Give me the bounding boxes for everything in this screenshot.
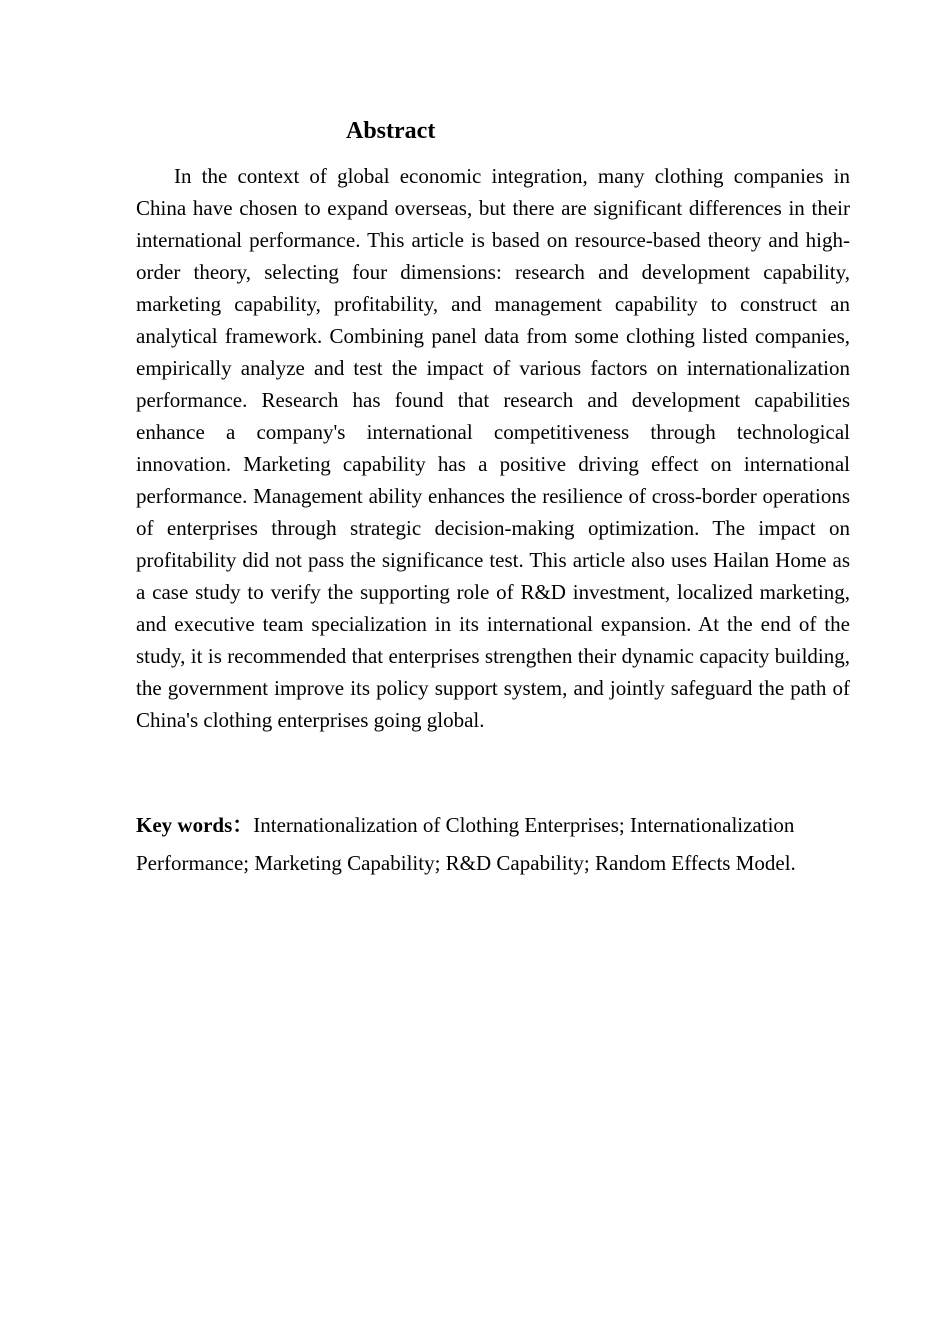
keywords-section (136, 806, 850, 882)
keywords-text: Internationalization of Clothing Enterprises; Internationalization Performance; Marketing Capability; R&D Capability; Random Effects Model. (136, 813, 796, 875)
abstract-paragraph: In the context of global economic integration, many clothing companies in China have chosen to expand overseas, but there are significant differences in their international performance. This article is based on resource-based theory and high-order theory, selecting four dimensions: research and development capability, marketing capability, profitability, and management capability to construct an analytical framework. Combining panel data from some clothing listed companies, empirically analyze and test the impact of various factors on internationalization performance. Research has found that research and development capabilities enhance a company's international competitiveness through technological innovation. Marketing capability has a positive driving effect on international performance. Management ability enhances the resilience of cross-border operations of enterprises through strategic decision-making optimization. The impact on profitability did not pass the significance test. This article also uses Hailan Home as a case study to verify the supporting role of R&D investment, localized marketing, and executive team specialization in its international expansion. At the end of the study, it is recommended that enterprises strengthen their dynamic capacity building, the government improve its policy support system, and jointly safeguard the path of China's clothing enterprises going global. (136, 164, 850, 732)
abstract-heading: Abstract (346, 118, 436, 144)
keywords-label: Key words： (136, 813, 254, 837)
